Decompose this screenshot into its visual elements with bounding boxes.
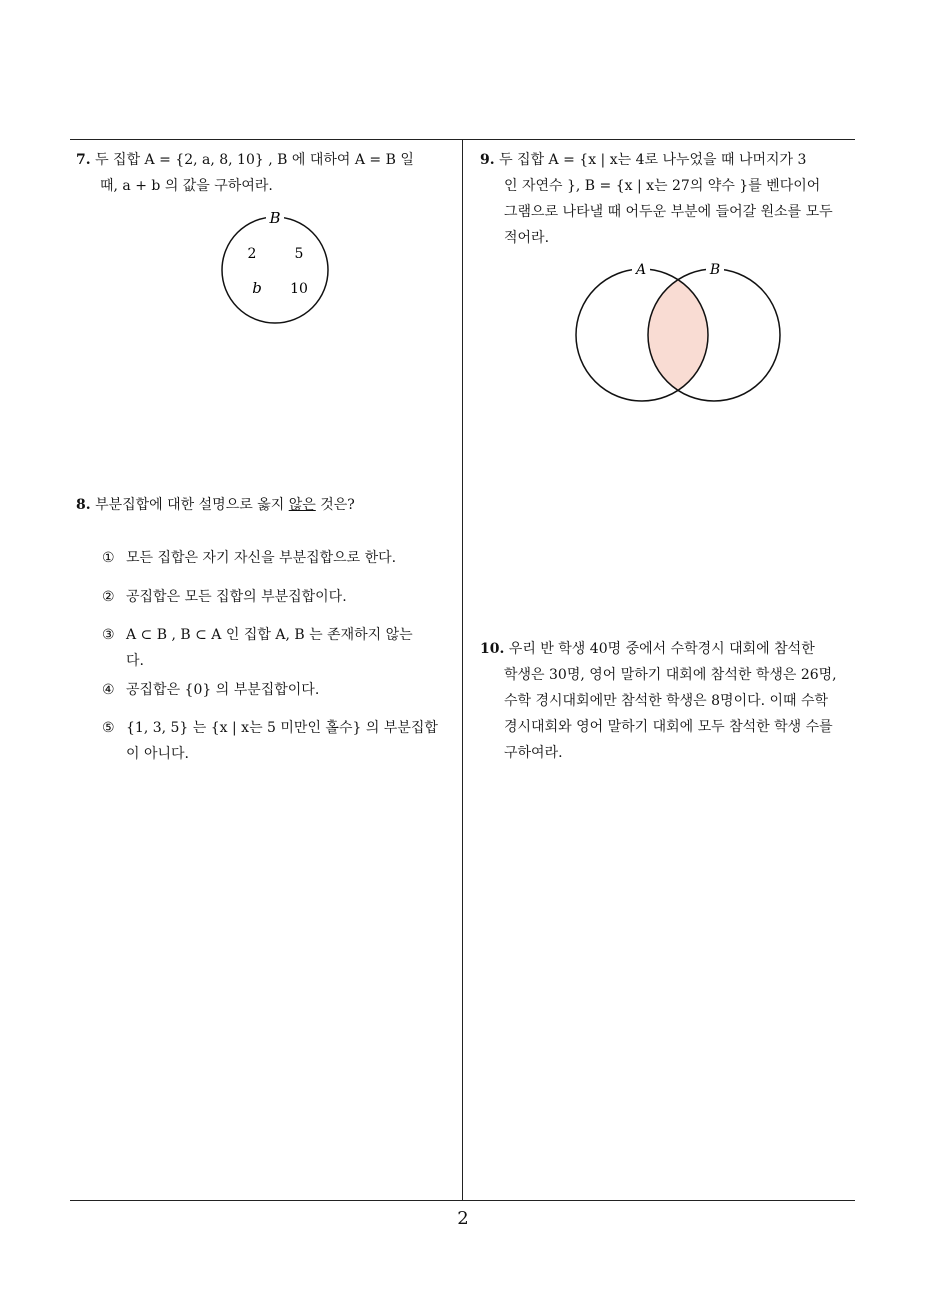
question-7-venn-diagram	[210, 205, 340, 330]
choice-3-continuation: 다.	[126, 653, 144, 669]
choice-2-text: 공집합은 모든 집합의 부분집합이다.	[126, 589, 347, 605]
column-divider	[462, 139, 463, 1201]
choice-3[interactable]	[102, 622, 413, 674]
question-9-venn-diagram	[570, 258, 790, 410]
set-a-label: A	[635, 262, 647, 278]
choice-1-mark: ①	[102, 550, 115, 566]
question-8-number: 8.	[76, 497, 91, 513]
question-7-line-2: 때, a + b 의 값을 구하여라.	[100, 178, 273, 194]
question-7	[76, 147, 456, 199]
venn-element-10: 10	[290, 281, 308, 297]
venn-element-b: b	[252, 279, 262, 297]
choice-3-mark: ③	[102, 627, 115, 643]
question-8-stem-underlined: 않은	[288, 497, 316, 513]
question-8-stem-before: 부분집합에 대한 설명으로 옳지	[95, 497, 289, 513]
question-9-line-1: 두 집합 A = {x | x는 4로 나누었을 때 나머지가 3	[499, 152, 807, 168]
choice-5-continuation: 이 아니다.	[126, 746, 189, 762]
question-10-line-5: 구하여라.	[504, 745, 563, 761]
question-8	[76, 492, 456, 518]
question-9	[480, 147, 860, 251]
question-7-line-1: 두 집합 A = {2, a, 8, 10} , B 에 대하여 A = B 일	[95, 152, 414, 168]
question-10-line-1: 우리 반 학생 40명 중에서 수학경시 대회에 참석한	[508, 641, 815, 657]
question-10-line-2: 학생은 30명, 영어 말하기 대회에 참석한 학생은 26명,	[504, 667, 837, 683]
question-9-line-3: 그램으로 나타낼 때 어두운 부분에 들어갈 원소를 모두	[504, 204, 833, 220]
choice-3-text: A ⊂ B , B ⊂ A 인 집합 A, B 는 존재하지 않는	[126, 627, 413, 643]
question-10-number: 10.	[480, 641, 505, 657]
question-9-line-2: 인 자연수 }, B = {x | x는 27의 약수 }를 벤다이어	[504, 178, 821, 194]
page-number: 2	[457, 1208, 469, 1229]
choice-2[interactable]	[102, 584, 347, 610]
choice-1-text: 모든 집합은 자기 자신을 부분집합으로 한다.	[126, 550, 397, 566]
question-7-number: 7.	[76, 152, 91, 168]
set-b-circle	[222, 217, 328, 323]
set-b-label: B	[269, 209, 281, 227]
choice-4-mark: ④	[102, 682, 115, 698]
choice-5[interactable]	[102, 715, 438, 767]
venn-element-5: 5	[294, 246, 304, 262]
question-10	[480, 636, 860, 766]
question-10-line-3: 수학 경시대회에만 참석한 학생은 8명이다. 이때 수학	[504, 693, 829, 709]
question-8-stem-after: 것은?	[315, 497, 355, 513]
question-9-line-4: 적어라.	[504, 230, 550, 246]
choice-2-mark: ②	[102, 589, 115, 605]
venn-element-2: 2	[247, 246, 257, 262]
question-10-line-4: 경시대회와 영어 말하기 대회에 모두 참석한 학생 수를	[504, 719, 833, 735]
set-b-label: B	[709, 262, 721, 278]
choice-5-text: {1, 3, 5} 는 {x | x는 5 미만인 홀수} 의 부분집합	[126, 720, 438, 736]
choice-4[interactable]	[102, 677, 319, 703]
choice-5-mark: ⑤	[102, 720, 115, 736]
choice-1[interactable]	[102, 545, 396, 571]
question-9-number: 9.	[480, 152, 495, 168]
choice-4-text: 공집합은 {0} 의 부분집합이다.	[126, 682, 320, 698]
